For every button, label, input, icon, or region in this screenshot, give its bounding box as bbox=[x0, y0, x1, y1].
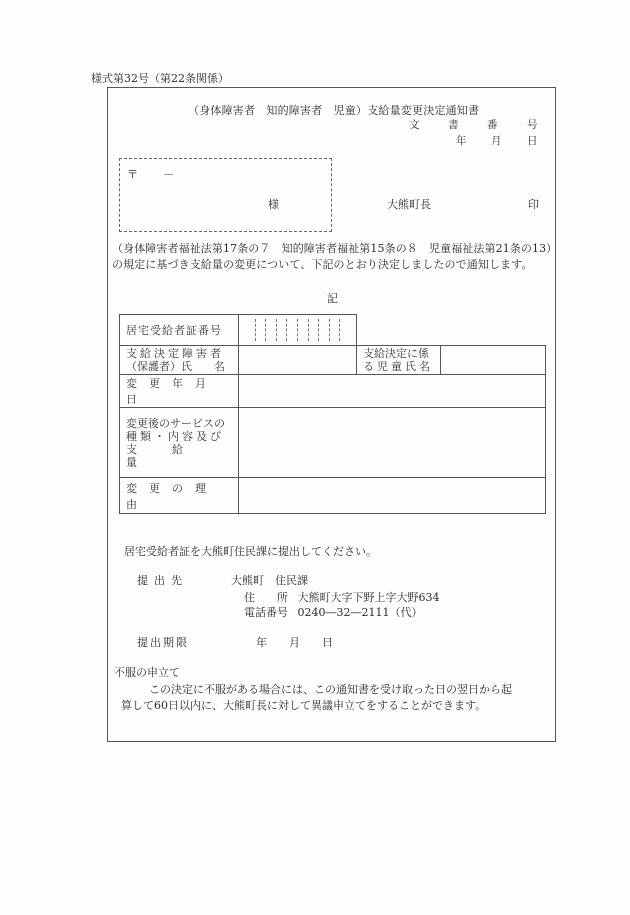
table-row bbox=[120, 408, 546, 478]
body-paragraph: （身体障害者福祉法第17条の７ 知的障害者福祉第15条の８ 児童福祉法第21条の13）の規定に基づき支給量の変更について、下記のとおり決定しましたので通知します。 bbox=[112, 242, 552, 271]
digit-slot[interactable] bbox=[266, 319, 277, 341]
change-date-label: 変更年月日 bbox=[126, 377, 218, 406]
reason-label-cell bbox=[120, 478, 239, 514]
form-number: 様式第32号（第22条関係） bbox=[91, 72, 229, 85]
table-row bbox=[120, 346, 546, 375]
appeal-line-2: 算して60日以内に、大熊町長に対して異議申立てをすることができます。 bbox=[121, 699, 487, 712]
digit-slot[interactable] bbox=[245, 319, 256, 341]
deadline-label: 提出期限 bbox=[137, 636, 189, 649]
tel-value: 0240―32―2111（代） bbox=[297, 606, 423, 619]
child-label-line2: る児童氏名 bbox=[363, 360, 433, 373]
empty-cell bbox=[357, 315, 546, 346]
digit-slot[interactable] bbox=[298, 319, 309, 341]
table-row bbox=[120, 478, 546, 514]
recipient-name-field[interactable] bbox=[239, 346, 357, 375]
recipient-label-line1: 支給決定障害者 bbox=[126, 347, 224, 360]
change-date-field[interactable] bbox=[239, 375, 546, 408]
digit-slot[interactable] bbox=[309, 319, 320, 341]
address-line bbox=[244, 589, 440, 605]
service-label-line2: 種類・内容及び bbox=[126, 429, 224, 443]
reason-label: 変更の理由 bbox=[126, 481, 218, 511]
details-table bbox=[119, 314, 546, 514]
change-date-label-cell bbox=[120, 375, 239, 408]
digit-slot[interactable] bbox=[256, 319, 267, 341]
address-value: 大熊町大字下野上字大野634 bbox=[297, 591, 440, 604]
destination-label: 提出先 bbox=[137, 574, 188, 587]
postal-code-dash: － bbox=[163, 168, 174, 181]
reason-field[interactable] bbox=[239, 478, 546, 514]
table-row bbox=[120, 315, 546, 346]
issuer-title: 大熊町長 bbox=[387, 198, 431, 211]
submission-note: 居宅受給者証を大熊町住民課に提出してください。 bbox=[124, 545, 377, 558]
date-year-label: 年 bbox=[456, 135, 467, 147]
recipient-honorific: 様 bbox=[268, 198, 279, 211]
service-label-line1: 変更後のサービスの bbox=[126, 416, 225, 430]
date-month-label: 月 bbox=[491, 135, 502, 147]
child-label-line1: 支給決定に係 bbox=[363, 347, 429, 360]
doc-number-char: 番 bbox=[487, 119, 498, 131]
date-day-label: 日 bbox=[527, 135, 538, 147]
digit-slot[interactable] bbox=[330, 319, 341, 341]
digit-slot[interactable] bbox=[340, 319, 350, 341]
address-label: 住 所 bbox=[244, 591, 288, 604]
digit-slot[interactable] bbox=[319, 319, 330, 341]
table-row bbox=[120, 375, 546, 408]
doc-number-char: 号 bbox=[527, 119, 538, 131]
child-name-field[interactable] bbox=[441, 346, 546, 375]
cert-number-field[interactable] bbox=[239, 315, 357, 346]
doc-number-char: 書 bbox=[448, 119, 459, 131]
appeal-heading: 不服の申立て bbox=[114, 666, 180, 679]
service-field[interactable] bbox=[239, 408, 546, 478]
digit-slot[interactable] bbox=[277, 319, 288, 341]
service-label-line3: 支給量 bbox=[126, 442, 218, 469]
recipient-address-box bbox=[119, 158, 332, 232]
deadline-date: 年 月 日 bbox=[256, 636, 333, 649]
tel-label: 電話番号 bbox=[244, 606, 288, 619]
ki-marker: 記 bbox=[327, 292, 338, 305]
digit-slot[interactable] bbox=[287, 319, 298, 341]
destination-name: 大熊町 住民課 bbox=[231, 574, 308, 587]
doc-number-char: 文 bbox=[409, 119, 420, 131]
recipient-label-line2: （保護者）氏 名 bbox=[126, 360, 225, 373]
postal-mark-icon: 〒 bbox=[127, 168, 138, 181]
tel-line bbox=[244, 604, 423, 620]
cert-number-label-cell bbox=[120, 315, 239, 346]
appeal-line-1: この決定に不服がある場合には、この通知書を受け取った日の翌日から起 bbox=[149, 683, 512, 696]
child-label-cell bbox=[357, 346, 441, 375]
recipient-label-cell bbox=[120, 346, 239, 375]
cert-number-label: 居宅受給者証番号 bbox=[126, 324, 222, 337]
seal-mark: 印 bbox=[528, 198, 539, 211]
document-title: （身体障害者 知的障害者 児童）支給量変更決定通知書 bbox=[188, 104, 480, 117]
service-label-cell bbox=[120, 408, 239, 478]
